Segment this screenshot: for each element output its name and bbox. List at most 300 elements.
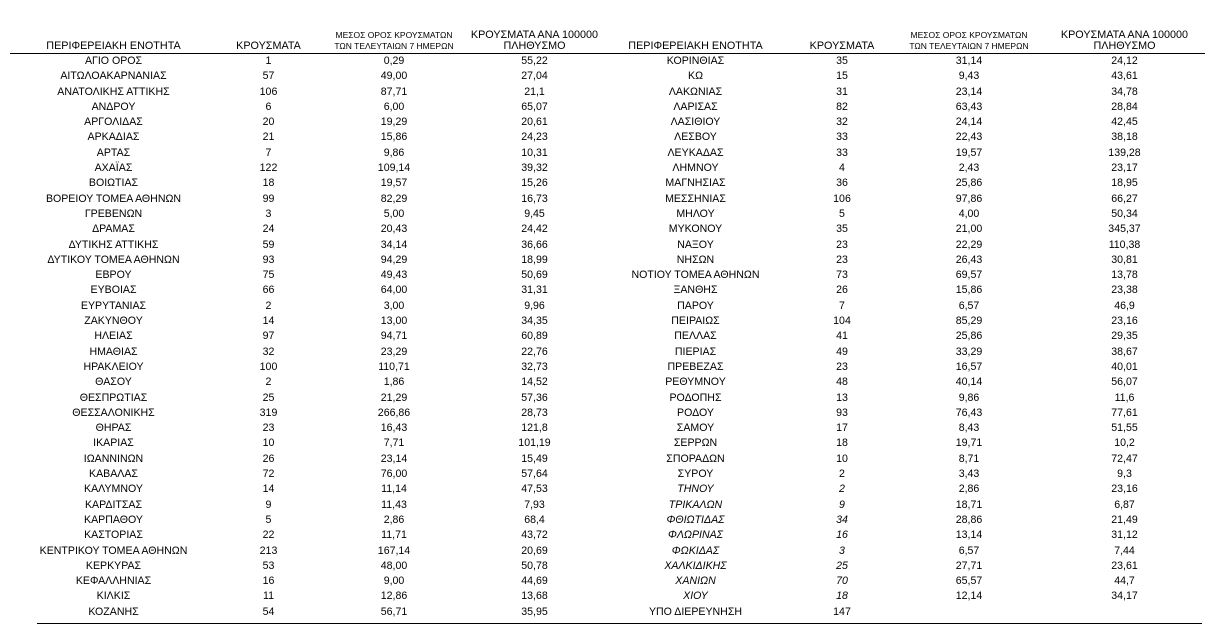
- right-avg-7-days-cell: 25,86: [955, 177, 983, 190]
- right-per-100k-cell: 23,17: [1111, 162, 1138, 175]
- left-cases-cell: 21: [262, 131, 275, 144]
- table-row: [10, 207, 1205, 222]
- right-region-cell: ΠΙΕΡΙΑΣ: [674, 345, 717, 358]
- right-avg-7-days-cell: 31,14: [955, 55, 983, 67]
- right-region-cell: ΛΗΜΝΟΥ: [672, 162, 719, 175]
- right-cases-cell: 25: [836, 559, 848, 572]
- left-cases-cell: 59: [262, 238, 275, 251]
- left-per-100k-cell: 15,26: [521, 177, 548, 190]
- right-cases-cell: 82: [836, 100, 848, 113]
- left-cases-cell: 57: [262, 70, 275, 83]
- table-bottom-rule: [37, 623, 1202, 624]
- right-cases-cell: 147: [833, 605, 851, 618]
- right-cases-cell: 49: [836, 345, 848, 358]
- left-per-100k-cell: 7,93: [524, 498, 545, 511]
- right-region-cell: ΦΘΙΩΤΙΔΑΣ: [666, 513, 725, 526]
- left-avg-7-days-cell: 64,00: [380, 284, 408, 297]
- left-region-cell: ΚΑΛΥΜΝΟΥ: [84, 483, 143, 496]
- left-per-100k-cell: 20,61: [521, 116, 548, 129]
- left-avg-7-days-cell: 94,71: [380, 330, 408, 343]
- left-region-cell: ΚΕΝΤΡΙΚΟΥ ΤΟΜΕΑ ΑΘΗΝΩΝ: [39, 544, 188, 557]
- covid-cases-table: [10, 0, 1205, 620]
- right-per-100k-cell: 23,16: [1111, 315, 1138, 328]
- left-per-100k-cell: 121,8: [521, 422, 548, 435]
- header-cases-left: ΚΡΟΥΣΜΑΤΑ: [236, 40, 301, 52]
- right-per-100k-cell: 34,78: [1111, 85, 1138, 98]
- left-per-100k-cell: 68,4: [524, 513, 545, 526]
- right-region-cell: ΝΟΤΙΟΥ ΤΟΜΕΑ ΑΘΗΝΩΝ: [631, 269, 760, 282]
- table-row: [10, 130, 1205, 145]
- right-cases-cell: 13: [836, 391, 848, 404]
- table-row: [10, 238, 1205, 253]
- right-cases-cell: 5: [839, 207, 845, 220]
- left-region-cell: ΗΜΑΘΙΑΣ: [89, 345, 138, 358]
- header-region-left: ΠΕΡΙΦΕΡΕΙΑΚΗ ΕΝΟΤΗΤΑ: [46, 40, 181, 52]
- left-avg-7-days-cell: 110,71: [378, 360, 410, 373]
- table-row: [10, 161, 1205, 176]
- right-avg-7-days-cell: 3,43: [958, 468, 980, 481]
- left-per-100k-cell: 9,45: [524, 207, 545, 220]
- right-per-100k-cell: 51,55: [1111, 422, 1138, 435]
- right-per-100k-cell: 6,87: [1114, 498, 1135, 511]
- right-cases-cell: 2: [839, 468, 845, 481]
- left-cases-cell: 122: [259, 162, 278, 175]
- left-region-cell: ΗΛΕΙΑΣ: [94, 330, 133, 343]
- left-region-cell: ΘΗΡΑΣ: [95, 422, 132, 435]
- table-row: [10, 85, 1205, 100]
- table-row: [10, 360, 1205, 375]
- left-cases-cell: 72: [262, 468, 275, 481]
- left-per-100k-cell: 36,66: [521, 238, 548, 251]
- left-avg-7-days-cell: 56,71: [380, 605, 408, 618]
- left-per-100k-cell: 57,64: [521, 468, 548, 481]
- right-avg-7-days-cell: 8,71: [958, 452, 980, 465]
- right-region-cell: ΞΑΝΘΗΣ: [673, 284, 718, 297]
- right-region-cell: ΠΕΛΛΑΣ: [674, 330, 717, 343]
- left-per-100k-cell: 28,73: [521, 406, 548, 419]
- left-cases-cell: 22: [262, 529, 275, 542]
- right-per-100k-cell: 56,07: [1111, 376, 1138, 389]
- left-avg-7-days-cell: 167,14: [377, 544, 411, 557]
- right-per-100k-cell: 11,6: [1114, 391, 1135, 404]
- table-row: [10, 421, 1205, 436]
- right-region-cell: ΣΥΡΟΥ: [677, 468, 714, 481]
- right-cases-cell: 18: [836, 590, 848, 603]
- left-per-100k-cell: 18,99: [521, 253, 548, 266]
- right-region-cell: ΧΑΛΚΙΔΙΚΗΣ: [664, 559, 727, 572]
- table-row: [10, 589, 1205, 604]
- right-region-cell: ΝΗΣΩΝ: [676, 253, 715, 266]
- right-region-cell: ΧΙΟΥ: [683, 590, 708, 603]
- right-cases-cell: 41: [836, 330, 848, 343]
- right-region-cell: ΠΡΕΒΕΖΑΣ: [667, 360, 724, 373]
- table-row: [10, 436, 1205, 451]
- right-per-100k-cell: 110,38: [1108, 238, 1141, 251]
- right-region-cell: ΤΗΝΟΥ: [677, 483, 714, 496]
- left-region-cell: ΚΑΡΠΑΘΟΥ: [84, 513, 143, 526]
- table-row: [10, 69, 1205, 84]
- left-cases-cell: 93: [262, 253, 275, 266]
- right-cases-cell: 33: [836, 146, 848, 159]
- table-row: [10, 268, 1205, 283]
- right-cases-cell: 10: [836, 452, 848, 465]
- left-cases-cell: 213: [259, 544, 278, 557]
- right-per-100k-cell: 40,01: [1111, 360, 1138, 373]
- left-avg-7-days-cell: 11,14: [381, 483, 407, 496]
- left-region-cell: ΑΝΔΡΟΥ: [91, 100, 136, 113]
- right-avg-7-days-cell: 76,43: [955, 406, 983, 419]
- header-avg7-line1: ΜΕΣΟΣ ΟΡΟΣ ΚΡΟΥΣΜΑΤΩΝ: [910, 30, 1028, 40]
- left-region-cell: ΔΥΤΙΚΗΣ ΑΤΤΙΚΗΣ: [68, 238, 159, 251]
- right-region-cell: ΤΡΙΚΑΛΩΝ: [668, 498, 723, 511]
- table-row: [10, 345, 1205, 360]
- table-row: [10, 406, 1205, 421]
- left-region-cell: ΘΑΣΟΥ: [95, 376, 132, 389]
- left-cases-cell: 14: [262, 315, 275, 328]
- right-cases-cell: 93: [836, 406, 848, 419]
- left-region-cell: ΒΟΡΕΙΟΥ ΤΟΜΕΑ ΑΘΗΝΩΝ: [45, 192, 182, 205]
- left-avg-7-days-cell: 87,71: [380, 85, 408, 98]
- table-row: [10, 222, 1205, 237]
- right-per-100k-cell: 10,2: [1114, 437, 1135, 450]
- table-row: [10, 54, 1205, 70]
- left-region-cell: ΚΕΦΑΛΛΗΝΙΑΣ: [75, 575, 152, 588]
- left-avg-7-days-cell: 2,86: [383, 513, 405, 526]
- right-avg-7-days-cell: 25,86: [955, 330, 983, 343]
- left-avg-7-days-cell: 48,00: [380, 559, 408, 572]
- header-region-right: ΠΕΡΙΦΕΡΕΙΑΚΗ ΕΝΟΤΗΤΑ: [628, 40, 763, 52]
- left-per-100k-cell: 27,04: [521, 70, 548, 83]
- left-cases-cell: 23: [262, 422, 275, 435]
- right-avg-7-days-cell: 19,57: [955, 146, 983, 159]
- left-per-100k-cell: 15,49: [521, 452, 548, 465]
- left-region-cell: ΖΑΚΥΝΘΟΥ: [84, 315, 143, 328]
- left-cases-cell: 53: [262, 559, 275, 572]
- left-region-cell: ΑΓΙΟ ΟΡΟΣ: [84, 55, 143, 67]
- left-cases-cell: 1: [265, 55, 272, 67]
- table-row: [10, 146, 1205, 161]
- right-avg-7-days-cell: 40,14: [955, 376, 983, 389]
- right-per-100k-cell: [1044, 605, 1205, 620]
- right-per-100k-cell: 9,3: [1117, 468, 1132, 481]
- right-cases-cell: 2: [839, 483, 845, 496]
- table-row: [10, 574, 1205, 589]
- left-avg-7-days-cell: 266,86: [377, 406, 411, 419]
- right-avg-7-days-cell: 85,29: [955, 315, 983, 328]
- table-row: [10, 283, 1205, 298]
- left-per-100k-cell: 39,32: [521, 162, 548, 175]
- right-region-cell: ΠΕΙΡΑΙΩΣ: [671, 315, 720, 328]
- right-avg-7-days-cell: [894, 605, 1044, 620]
- right-avg-7-days-cell: 12,14: [955, 590, 983, 603]
- left-region-cell: ΔΥΤΙΚΟΥ ΤΟΜΕΑ ΑΘΗΝΩΝ: [47, 253, 180, 266]
- left-cases-cell: 54: [262, 605, 275, 618]
- right-per-100k-cell: 66,27: [1111, 192, 1138, 205]
- left-region-cell: ΙΚΑΡΙΑΣ: [93, 437, 134, 450]
- right-region-cell: ΚΟΡΙΝΘΙΑΣ: [666, 55, 725, 67]
- left-region-cell: ΚΙΛΚΙΣ: [96, 590, 131, 603]
- table-row: [10, 498, 1205, 513]
- left-cases-cell: 16: [262, 575, 275, 588]
- left-region-cell: ΘΕΣΠΡΩΤΙΑΣ: [79, 391, 148, 404]
- left-region-cell: ΑΧΑΪΑΣ: [94, 162, 133, 175]
- right-per-100k-cell: 28,84: [1111, 100, 1138, 113]
- left-region-cell: ΓΡΕΒΕΝΩΝ: [84, 207, 143, 220]
- right-region-cell: ΛΑΣΙΘΙΟΥ: [670, 116, 721, 129]
- left-per-100k-cell: 101,19: [518, 437, 551, 450]
- left-region-cell: ΕΥΡΥΤΑΝΙΑΣ: [80, 299, 147, 312]
- right-avg-7-days-cell: 26,43: [955, 253, 983, 266]
- left-cases-cell: 97: [262, 330, 275, 343]
- left-per-100k-cell: 35,95: [521, 605, 548, 618]
- right-region-cell: ΧΑΝΙΩΝ: [675, 575, 716, 588]
- left-region-cell: ΔΡΑΜΑΣ: [92, 223, 135, 236]
- right-per-100k-cell: 43,61: [1111, 70, 1138, 83]
- left-cases-cell: 75: [262, 269, 275, 282]
- right-per-100k-cell: 44,7: [1114, 575, 1135, 588]
- right-cases-cell: 23: [836, 360, 848, 373]
- right-per-100k-cell: 30,81: [1111, 253, 1138, 266]
- right-cases-cell: 17: [836, 422, 848, 435]
- left-per-100k-cell: 9,96: [524, 299, 545, 312]
- right-avg-7-days-cell: 6,57: [958, 299, 980, 312]
- right-cases-cell: 106: [833, 192, 851, 205]
- right-cases-cell: 23: [836, 238, 848, 251]
- right-per-100k-cell: 42,45: [1111, 116, 1138, 129]
- header-cases-right: ΚΡΟΥΣΜΑΤΑ: [809, 40, 875, 52]
- right-per-100k-cell: 38,67: [1111, 345, 1138, 358]
- right-region-cell: ΡΕΘΥΜΝΟΥ: [665, 376, 726, 389]
- right-per-100k-cell: 29,35: [1111, 330, 1138, 343]
- left-avg-7-days-cell: 15,86: [380, 131, 408, 144]
- left-avg-7-days-cell: 9,86: [383, 146, 405, 159]
- right-region-cell: ΣΕΡΡΩΝ: [673, 437, 718, 450]
- right-avg-7-days-cell: 33,29: [955, 345, 983, 358]
- right-per-100k-cell: 38,18: [1111, 131, 1138, 144]
- left-avg-7-days-cell: 23,29: [380, 345, 408, 358]
- right-cases-cell: 104: [833, 315, 851, 328]
- left-per-100k-cell: 13,68: [521, 590, 548, 603]
- left-per-100k-cell: 32,73: [521, 360, 548, 373]
- left-cases-cell: 11: [263, 590, 274, 603]
- left-avg-7-days-cell: 19,57: [380, 177, 408, 190]
- right-region-cell: ΜΗΛΟΥ: [676, 207, 715, 220]
- left-region-cell: ΗΡΑΚΛΕΙΟΥ: [83, 360, 144, 373]
- table-row: [10, 452, 1205, 467]
- left-per-100k-cell: 50,69: [521, 269, 548, 282]
- table-row: [10, 329, 1205, 344]
- header-avg7-line2: ΤΩΝ ΤΕΛΕΥΤΑΙΩΝ 7 ΗΜΕΡΩΝ: [909, 41, 1029, 51]
- right-avg-7-days-cell: 21,00: [955, 223, 983, 236]
- left-per-100k-cell: 57,36: [521, 391, 548, 404]
- left-region-cell: ΒΟΙΩΤΙΑΣ: [88, 177, 139, 190]
- right-avg-7-days-cell: 69,57: [955, 269, 983, 282]
- left-per-100k-cell: 65,07: [521, 100, 548, 113]
- right-avg-7-days-cell: 2,86: [958, 483, 980, 496]
- right-cases-cell: 26: [836, 284, 848, 297]
- left-avg-7-days-cell: 34,14: [380, 238, 408, 251]
- right-per-100k-cell: 24,12: [1111, 55, 1138, 67]
- left-cases-cell: 66: [262, 284, 275, 297]
- right-region-cell: ΥΠΟ ΔΙΕΡΕΥΝΗΣΗ: [648, 605, 743, 618]
- right-cases-cell: 15: [836, 70, 848, 83]
- table-body: [10, 54, 1205, 620]
- right-cases-cell: 34: [836, 513, 848, 526]
- right-region-cell: ΡΟΔΟΥ: [677, 406, 714, 419]
- left-per-100k-cell: 47,53: [521, 483, 548, 496]
- table-row: [10, 253, 1205, 268]
- left-cases-cell: 20: [262, 116, 275, 129]
- right-region-cell: ΛΑΚΩΝΙΑΣ: [668, 85, 723, 98]
- left-per-100k-cell: 60,89: [521, 330, 548, 343]
- right-region-cell: ΛΕΣΒΟΥ: [674, 131, 717, 144]
- right-per-100k-cell: 23,38: [1111, 284, 1138, 297]
- left-region-cell: ΙΩΑΝΝΙΝΩΝ: [83, 452, 144, 465]
- table-row: [10, 559, 1205, 574]
- left-avg-7-days-cell: 23,14: [380, 452, 408, 465]
- left-avg-7-days-cell: 1,86: [383, 376, 405, 389]
- right-region-cell: ΜΕΣΣΗΝΙΑΣ: [665, 192, 726, 205]
- right-cases-cell: 36: [836, 177, 848, 190]
- left-avg-7-days-cell: 82,29: [380, 192, 408, 205]
- right-per-100k-cell: 23,16: [1111, 483, 1138, 496]
- left-avg-7-days-cell: 0,29: [383, 55, 405, 67]
- table-row: [10, 513, 1205, 528]
- table-row: [10, 544, 1205, 559]
- right-avg-7-days-cell: 16,57: [955, 360, 983, 373]
- table-row: [10, 176, 1205, 191]
- right-avg-7-days-cell: 13,14: [955, 529, 983, 542]
- right-region-cell: ΜΥΚΟΝΟΥ: [668, 223, 723, 236]
- header-per100k-left: [468, 0, 601, 53]
- right-avg-7-days-cell: 8,43: [958, 422, 980, 435]
- table-row: [10, 192, 1205, 207]
- right-avg-7-days-cell: 9,43: [958, 70, 980, 83]
- left-per-100k-cell: 20,69: [521, 544, 548, 557]
- left-avg-7-days-cell: 11,71: [381, 529, 407, 542]
- header-per100k-line1: ΚΡΟΥΣΜΑΤΑ ΑΝΑ 100000: [1060, 29, 1189, 41]
- left-per-100k-cell: 24,42: [521, 223, 548, 236]
- header-avg7-line2: ΤΩΝ ΤΕΛΕΥΤΑΙΩΝ 7 ΗΜΕΡΩΝ: [334, 41, 454, 51]
- right-region-cell: ΛΑΡΙΣΑΣ: [673, 100, 718, 113]
- left-cases-cell: 2: [265, 376, 272, 389]
- left-avg-7-days-cell: 94,29: [380, 253, 408, 266]
- left-cases-cell: 26: [262, 452, 275, 465]
- right-cases-cell: 23: [836, 253, 848, 266]
- left-cases-cell: 2: [265, 299, 272, 312]
- right-avg-7-days-cell: 65,57: [955, 575, 983, 588]
- table-row: [10, 391, 1205, 406]
- right-per-100k-cell: 13,78: [1111, 269, 1138, 282]
- left-cases-cell: 14: [262, 483, 275, 496]
- left-per-100k-cell: 43,72: [521, 529, 548, 542]
- left-region-cell: ΘΕΣΣΑΛΟΝΙΚΗΣ: [72, 406, 155, 419]
- right-cases-cell: 3: [839, 544, 845, 557]
- right-per-100k-cell: 31,12: [1111, 529, 1138, 542]
- header-avg7-line1: ΜΕΣΟΣ ΟΡΟΣ ΚΡΟΥΣΜΑΤΩΝ: [335, 30, 453, 40]
- left-per-100k-cell: 55,22: [521, 55, 548, 67]
- header-per100k-line2: ΠΛΗΘΥΣΜΟ: [503, 40, 566, 52]
- header-avg7-right: [894, 0, 1044, 53]
- table-row: [10, 314, 1205, 329]
- header-per100k-right: [1044, 0, 1205, 53]
- left-cases-cell: 18: [262, 177, 275, 190]
- left-avg-7-days-cell: 3,00: [383, 299, 405, 312]
- right-region-cell: ΣΠΟΡΑΔΩΝ: [666, 452, 725, 465]
- left-avg-7-days-cell: 20,43: [380, 223, 408, 236]
- table-row: [10, 375, 1205, 390]
- right-region-cell: ΜΑΓΝΗΣΙΑΣ: [665, 177, 726, 190]
- right-avg-7-days-cell: 22,29: [955, 238, 983, 251]
- right-avg-7-days-cell: 19,71: [955, 437, 983, 450]
- right-avg-7-days-cell: 9,86: [958, 391, 980, 404]
- right-region-cell: ΛΕΥΚΑΔΑΣ: [667, 146, 724, 159]
- left-cases-cell: 5: [265, 513, 272, 526]
- right-per-100k-cell: 46,9: [1114, 299, 1135, 312]
- left-region-cell: ΚΑΒΑΛΑΣ: [89, 468, 138, 481]
- right-cases-cell: 35: [836, 223, 848, 236]
- left-avg-7-days-cell: 76,00: [380, 468, 408, 481]
- right-avg-7-days-cell: 97,86: [955, 192, 983, 205]
- right-avg-7-days-cell: 24,14: [955, 116, 983, 129]
- left-per-100k-cell: 50,78: [521, 559, 548, 572]
- left-cases-cell: 319: [259, 406, 278, 419]
- right-region-cell: ΠΑΡΟΥ: [677, 299, 714, 312]
- table-row: [10, 605, 1205, 620]
- right-cases-cell: 48: [836, 376, 848, 389]
- right-avg-7-days-cell: 28,86: [955, 513, 983, 526]
- left-cases-cell: 25: [262, 391, 275, 404]
- left-avg-7-days-cell: 7,71: [383, 437, 405, 450]
- right-cases-cell: 7: [839, 299, 845, 312]
- table-row: [10, 467, 1205, 482]
- left-region-cell: ΑΝΑΤΟΛΙΚΗΣ ΑΤΤΙΚΗΣ: [57, 85, 170, 98]
- left-avg-7-days-cell: 16,43: [380, 422, 408, 435]
- table-row: [10, 100, 1205, 115]
- header-per100k-line2: ΠΛΗΘΥΣΜΟ: [1093, 40, 1156, 52]
- left-avg-7-days-cell: 109,14: [377, 162, 411, 175]
- left-region-cell: ΕΥΒΟΙΑΣ: [90, 284, 137, 297]
- right-region-cell: ΦΛΩΡΙΝΑΣ: [667, 529, 724, 542]
- left-cases-cell: 100: [259, 360, 278, 373]
- left-avg-7-days-cell: 9,00: [383, 575, 405, 588]
- left-region-cell: ΑΡΚΑΔΙΑΣ: [87, 131, 140, 144]
- right-avg-7-days-cell: 6,57: [958, 544, 980, 557]
- right-per-100k-cell: 72,47: [1111, 452, 1138, 465]
- right-per-100k-cell: 7,44: [1114, 544, 1135, 557]
- right-per-100k-cell: 21,49: [1111, 513, 1138, 526]
- right-per-100k-cell: 77,61: [1111, 406, 1138, 419]
- right-avg-7-days-cell: 22,43: [955, 131, 983, 144]
- left-cases-cell: 24: [262, 223, 275, 236]
- left-region-cell: ΚΕΡΚΥΡΑΣ: [85, 559, 142, 572]
- left-cases-cell: 32: [262, 345, 275, 358]
- left-per-100k-cell: 44,69: [521, 575, 548, 588]
- table-row: [10, 528, 1205, 543]
- right-per-100k-cell: 23,61: [1111, 559, 1138, 572]
- left-avg-7-days-cell: 11,43: [381, 498, 407, 511]
- right-cases-cell: 18: [836, 437, 848, 450]
- left-cases-cell: 7: [265, 146, 272, 159]
- left-cases-cell: 106: [259, 85, 278, 98]
- right-cases-cell: 32: [836, 116, 848, 129]
- left-region-cell: ΕΒΡΟΥ: [95, 269, 132, 282]
- right-region-cell: ΣΑΜΟΥ: [676, 422, 715, 435]
- right-avg-7-days-cell: 23,14: [955, 85, 983, 98]
- right-avg-7-days-cell: 4,00: [958, 207, 980, 220]
- covid-cases-table-container: [10, 0, 1205, 620]
- left-cases-cell: 6: [265, 100, 272, 113]
